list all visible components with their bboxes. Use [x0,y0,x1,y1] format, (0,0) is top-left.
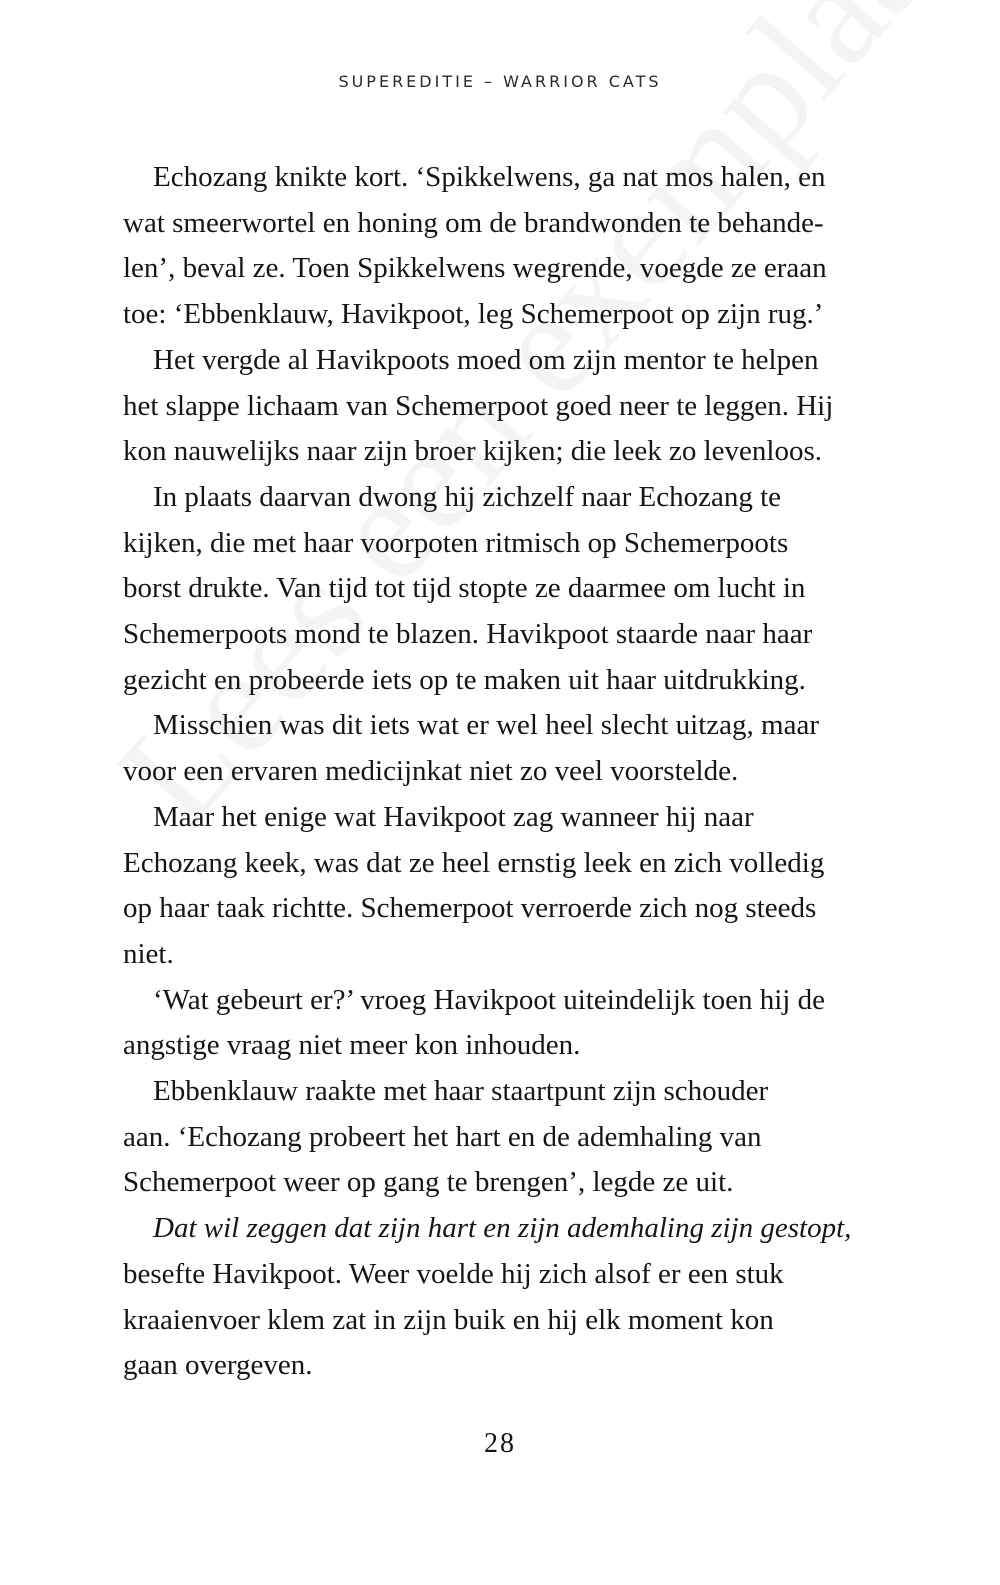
body-text [123,155,868,1389]
text-line: ‘Wat gebeurt er?’ vroeg Havikpoot uiteindelijk toen hij de [153,983,825,1016]
text-line: Maar het enige wat Havikpoot zag wanneer hij naar [153,800,754,833]
text-line: op haar taak richtte. Schemerpoot verroerde zich nog steeds [123,892,817,925]
text-line: In plaats daarvan dwong hij zichzelf naar Echozang te [153,480,782,513]
text-line: kijken, die met haar voorpoten ritmisch op Schemerpoots [123,526,789,559]
text-line: toe: ‘Ebbenklauw, Havikpoot, leg Schemerpoot op zijn rug.’ [123,298,824,331]
text-line: len’, beval ze. Toen Spikkelwens wegrende, voegde ze eraan [123,252,827,285]
text-line: gezicht en probeerde iets op te maken uit haar uitdrukking. [123,663,806,696]
text-line: Het vergde al Havikpoots moed om zijn mentor te helpen [153,343,819,376]
text-line: kraaienvoer klem zat in zijn buik en hij elk moment kon [123,1303,774,1336]
text-line: Echozang knikte kort. ‘Spikkelwens, ga nat mos halen, en [153,161,826,193]
text-line: besefte Havikpoot. Weer voelde hij zich alsof er een stuk [123,1257,784,1290]
page-number: 28 [484,1428,516,1459]
text-line: kon nauwelijks naar zijn broer kijken; die leek zo levenloos. [123,435,823,468]
running-head: SUPEREDITIE – WARRIOR CATS [338,72,662,91]
text-line: voor een ervaren medicijnkat niet zo veel voorstelde. [123,755,739,788]
text-line: Ebbenklauw raakte met haar staartpunt zijn schouder [153,1075,769,1108]
text-line: aan. ‘Echozang probeert het hart en de ademhaling van [123,1120,762,1153]
italic-thought-line: Dat wil zeggen dat zijn hart en zijn ademhaling zijn gestopt, [153,1212,852,1245]
text-line: Echozang keek, was dat ze heel ernstig leek en zich volledig [123,846,825,879]
text-line: Schemerpoot weer op gang te brengen’, legde ze uit. [123,1166,734,1199]
text-line: angstige vraag niet meer kon inhouden. [123,1029,581,1062]
text-line: het slappe lichaam van Schemerpoot goed neer te leggen. Hij [123,389,834,422]
text-line: Schemerpoots mond te blazen. Havikpoot staarde naar haar [123,618,813,651]
text-line: wat smeerwortel en honing om de brandwonden te behande- [123,206,824,239]
text-line: borst drukte. Van tijd tot tijd stopte ze daarmee om lucht in [123,572,806,605]
text-line: Misschien was dit iets wat er wel heel slecht uitzag, maar [153,709,819,742]
text-line: gaan overgeven. [123,1349,313,1382]
text-line: niet. [123,937,174,970]
